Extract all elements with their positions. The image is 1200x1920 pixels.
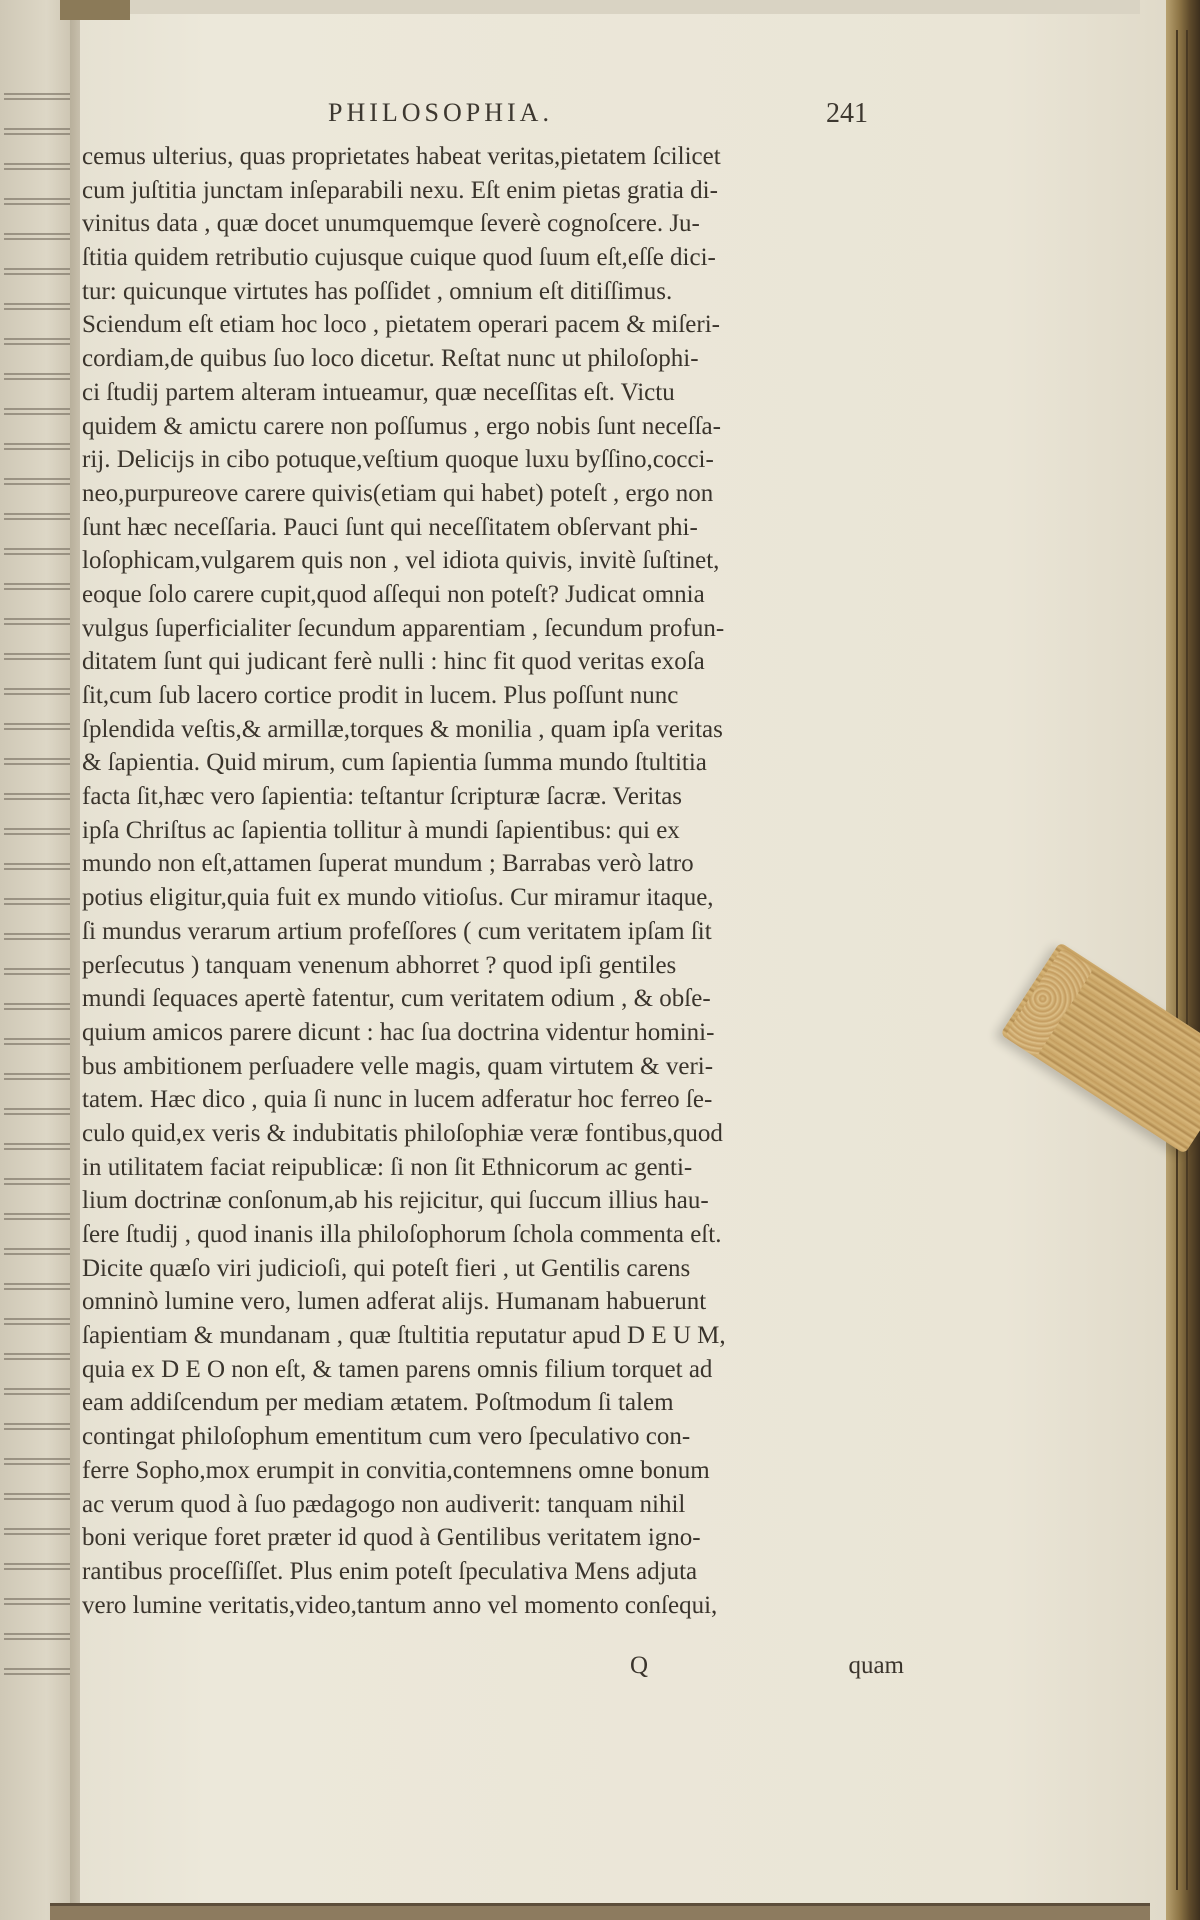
bottom-edge-line [50, 1903, 1150, 1906]
text-line: rantibus proceſſiſſet. Plus enim poteſt ſpeculativa Mens adjuta [82, 1557, 698, 1585]
top-edge [60, 0, 1140, 14]
catchword: quam [848, 1652, 904, 1679]
text-line: quidem & amictu carere non poſſumus , ergo nobis ſunt neceſſa- [82, 412, 721, 440]
text-line: ſplendida veſtis,& armillæ,torques & monilia , quam ipſa veritas [82, 715, 723, 743]
text-line: ditatem ſunt qui judicant ferè nulli : hinc fit quod veritas exoſa [82, 648, 705, 676]
text-line: vinitus data , quæ docet unumquemque ſeverè cognoſcere. Ju- [82, 210, 700, 238]
text-line: ſere ſtudij , quod inanis illa philoſophorum ſchola commenta eſt. [82, 1221, 722, 1248]
text-line: ipſa Chriſtus ac ſapientia tollitur à mundi ſapientibus: qui ex [82, 816, 680, 844]
text-line: neo,purpureove carere quivis(etiam qui habet) poteſt , ergo non [82, 479, 714, 507]
top-edge-tab [60, 0, 130, 20]
text-line: ſunt hæc neceſſaria. Pauci ſunt qui neceſſitatem obſervant phi- [82, 513, 698, 541]
text-line: ſtitia quidem retributio cujusque cuique quod ſuum eſt,eſſe dici- [82, 244, 716, 272]
text-line: ſi mundus verarum artium profeſſores ( cum veritatem ipſam ſit [82, 917, 712, 945]
text-line: loſophicam,vulgarem quis non , vel idiota quivis, invitè ſuſtinet, [82, 547, 720, 575]
text-line: cordiam,de quibus ſuo loco dicetur. Reſtat nunc ut philoſophi- [82, 345, 699, 373]
text-line: culo quid,ex veris & indubitatis philoſophiæ veræ fontibus,quod [82, 1119, 723, 1147]
page-footer [630, 1652, 904, 1686]
text-line: Dicite quæſo viri judicioſi, qui poteſt fieri , ut Gentilis carens [82, 1254, 691, 1282]
text-line: cemus ulterius, quas proprietates habeat veritas,pietatem ſcilicet [82, 143, 721, 170]
text-line: ſit,cum ſub lacero cortice prodit in lucem. Plus poſſunt nunc [82, 682, 679, 709]
text-line: mundo non eſt,attamen ſuperat mundum ; Barrabas verò latro [82, 850, 694, 878]
text-line: quium amicos parere dicunt : hac ſua doctrina videntur homini- [82, 1018, 715, 1046]
text-line: facta ſit,hæc vero ſapientia: teſtantur ſcripturæ ſacræ. Veritas [82, 783, 683, 811]
text-line: ferre Sopho,mox erumpit in convitia,contemnens omne bonum [82, 1456, 710, 1484]
text-line: rij. Delicijs in cibo potuque,veſtium quoque luxu byſſino,cocci- [82, 446, 714, 474]
text-line: eam addiſcendum per mediam ætatem. Poſtmodum ſi talem [82, 1389, 674, 1417]
text-line: in utilitatem faciat reipublicæ: ſi non ſit Ethnicorum ac genti- [82, 1153, 693, 1181]
page-fore-edge [1166, 0, 1200, 1920]
text-line: tur: quicunque virtutes has poſſidet , omnium eſt ditiſſimus. [82, 277, 673, 305]
signature-mark: Q [630, 1652, 649, 1679]
text-line: cum juſtitia junctam inſeparabili nexu. Eſt enim pietas gratia di- [82, 176, 718, 204]
text-line: vulgus ſuperficialiter ſecundum apparentiam , ſecundum profun- [82, 614, 725, 642]
text-line: vero lumine veritatis,video,tantum anno vel momento conſequi, [82, 1591, 718, 1619]
text-line: mundi ſequaces apertè fatentur, cum veritatem odium , & obſe- [82, 985, 711, 1013]
text-line: ac verum quod à ſuo pædagogo non audiverit: tanquam nihil [82, 1490, 686, 1518]
text-line: omninò lumine vero, lumen adferat alijs. Humanam habuerunt [82, 1288, 707, 1316]
text-line: ci ſtudij partem alteram intueamur, quæ neceſſitas eſt. Victu [82, 378, 675, 406]
text-line: lium doctrinæ conſonum,ab his rejicitur, qui ſuccum illius hau- [82, 1187, 709, 1215]
text-line: Sciendum eſt etiam hoc loco , pietatem operari pacem & miſeri- [82, 311, 720, 339]
page-number: 241 [826, 98, 868, 129]
text-line: potius eligitur,quia fuit ex mundo vitioſus. Cur miramur itaque, [82, 884, 714, 912]
facing-page-edge [0, 0, 78, 1920]
text-line: eoque ſolo carere cupit,quod aſſequi non poteſt? Judicat omnia [82, 580, 705, 608]
text-line: bus ambitionem perſuadere velle magis, quam virtutem & veri- [82, 1052, 714, 1080]
running-title: PHILOSOPHIA. [328, 98, 553, 127]
body-text [82, 140, 902, 1622]
text-line: perſecutus ) tanquam venenum abhorret ? quod ipſi gentiles [82, 951, 677, 979]
text-line: ſapientiam & mundanam , quæ ſtultitia reputatur apud D E U M, [82, 1322, 726, 1350]
text-line: contingat philoſophum ementitum cum vero ſpeculativo con- [82, 1423, 691, 1451]
text-line: quia ex D E O non eſt, & tamen parens omnis filium torquet ad [82, 1355, 713, 1383]
text-line: tatem. Hæc dico , quia ſi nunc in lucem adferatur hoc ferreo ſe- [82, 1086, 713, 1114]
text-line: & ſapientia. Quid mirum, cum ſapientia ſumma mundo ſtultitia [82, 749, 707, 777]
text-line: boni verique foret præter id quod à Gentilibus veritatem igno- [82, 1524, 701, 1552]
